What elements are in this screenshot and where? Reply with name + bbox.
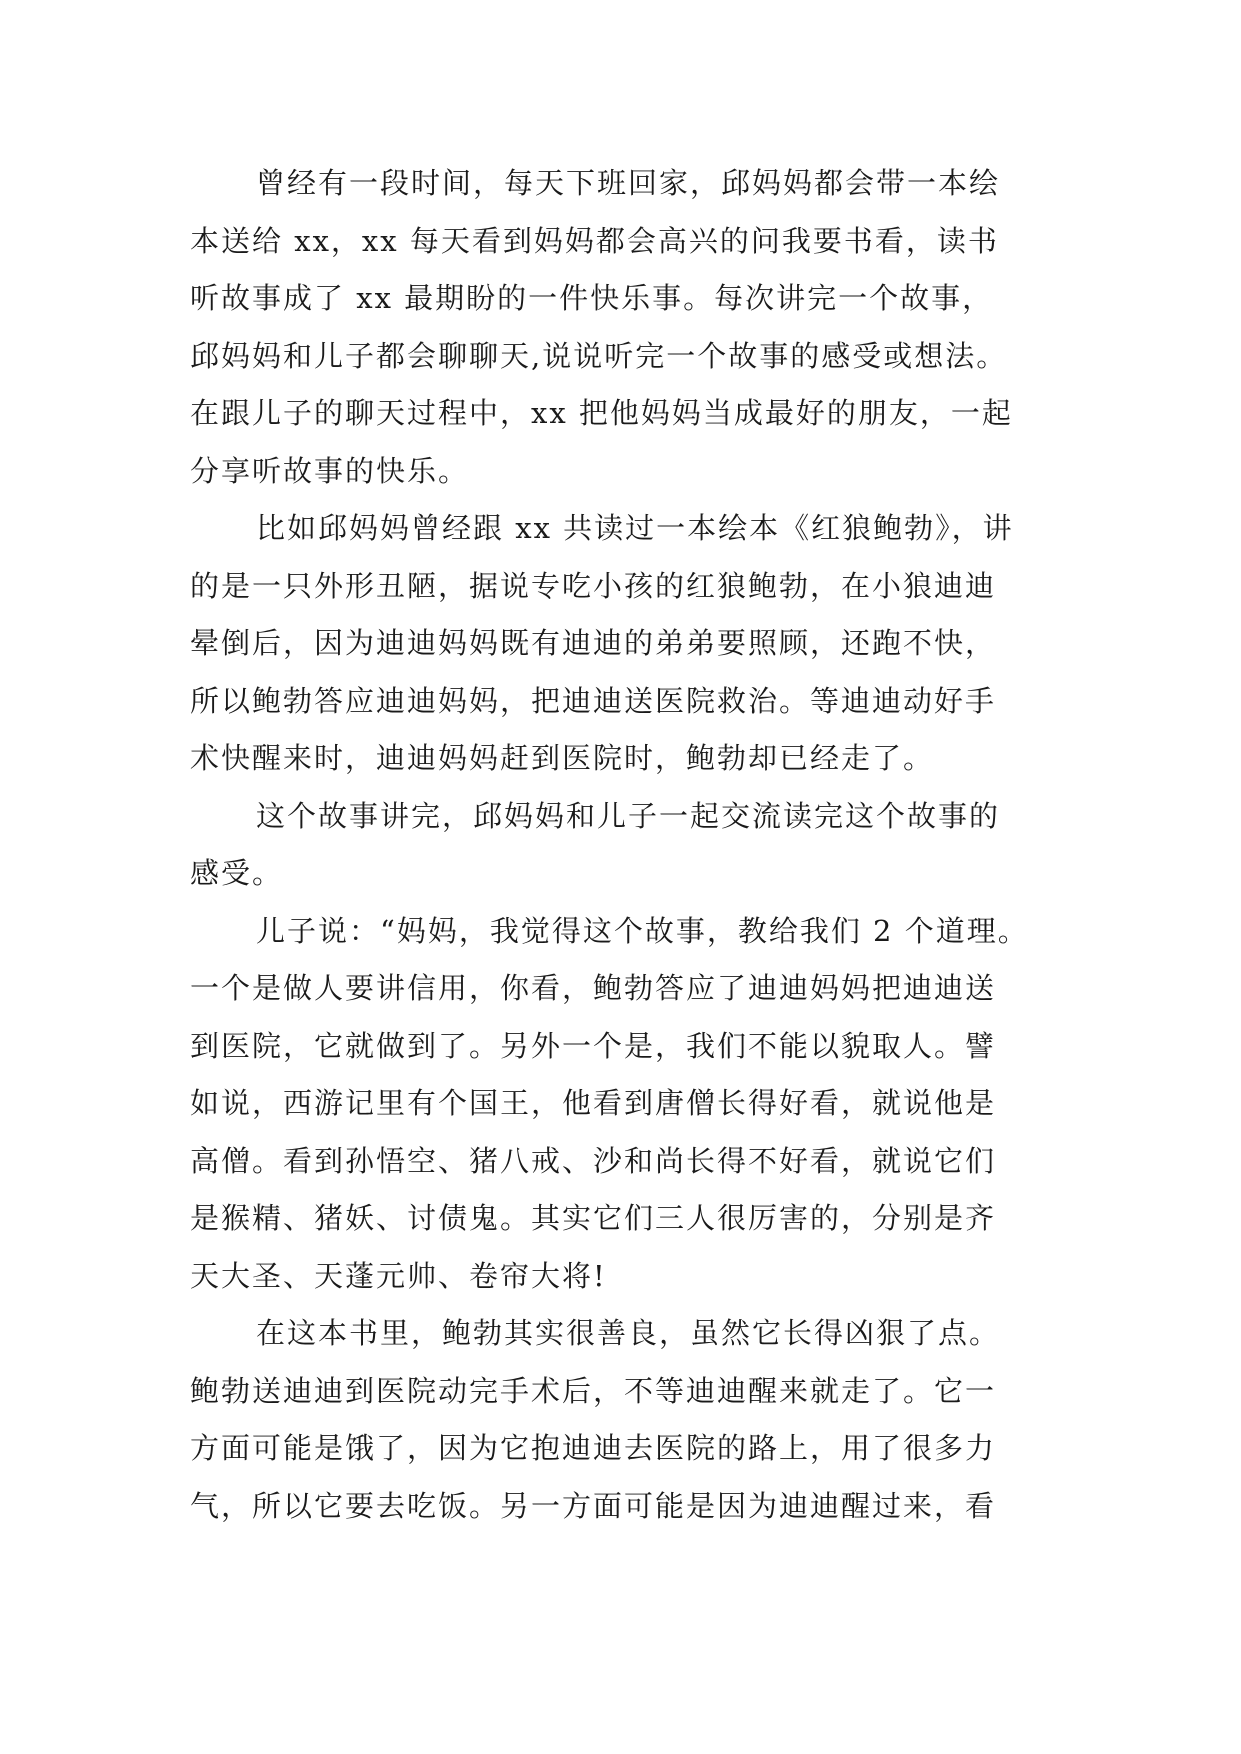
text-line: 鲍勃送迪迪到医院动完手术后，不等迪迪醒来就走了。它一 [190,1373,997,1408]
text-line: 邱妈妈和儿子都会聊聊天,说说听完一个故事的感受或想法。 [190,338,1008,373]
text-line: 高僧。看到孙悟空、猪八戒、沙和尚长得不好看，就说它们 [190,1143,997,1178]
text-line: 天大圣、天蓬元帅、卷帘大将! [190,1258,607,1293]
text-line: 感受。 [190,856,284,890]
text-line: 分享听故事的快乐。 [190,453,470,488]
text-line: 这个故事讲完，邱妈妈和儿子一起交流读完这个故事的 [256,798,1001,833]
text-line: 术快醒来时，迪迪妈妈赶到医院时，鲍勃却已经走了。 [190,741,935,775]
text-line: 本送给 xx，xx 每天看到妈妈都会高兴的问我要书看，读书 [190,223,999,258]
body-text [190,155,1060,1535]
text-line: 的是一只外形丑陋，据说专吃小孩的红狼鲍勃，在小狼迪迪 [190,568,997,603]
text-line: 如说，西游记里有个国王，他看到唐僧长得好看，就说他是 [190,1086,997,1120]
text-line: 在这本书里，鲍勃其实很善良，虽然它长得凶狠了点。 [256,1316,1001,1350]
text-line: 曾经有一段时间，每天下班回家，邱妈妈都会带一本绘 [256,166,1001,200]
text-line: 在跟儿子的聊天过程中，xx 把他妈妈当成最好的朋友，一起 [190,396,1013,430]
text-line: 儿子说：“妈妈，我觉得这个故事，教给我们 2 个道理。 [256,913,1029,948]
text-line: 是猴精、猪妖、讨债鬼。其实它们三人很厉害的，分别是齐 [190,1201,997,1235]
text-line: 听故事成了 xx 最期盼的一件快乐事。每次讲完一个故事， [190,281,994,315]
text-line: 比如邱妈妈曾经跟 xx 共读过一本绘本《红狼鲍勃》，讲 [256,511,1014,545]
text-line: 到医院，它就做到了。另外一个是，我们不能以貌取人。譬 [190,1028,997,1063]
text-line: 晕倒后，因为迪迪妈妈既有迪迪的弟弟要照顾，还跑不快， [190,626,997,660]
text-line: 方面可能是饿了，因为它抱迪迪去医院的路上，用了很多力 [190,1431,997,1465]
text-line: 所以鲍勃答应迪迪妈妈，把迪迪送医院救治。等迪迪动好手 [190,683,997,718]
text-line: 一个是做人要讲信用，你看，鲍勃答应了迪迪妈妈把迪迪送 [190,971,997,1005]
text-line: 气，所以它要去吃饭。另一方面可能是因为迪迪醒过来，看 [190,1488,997,1523]
